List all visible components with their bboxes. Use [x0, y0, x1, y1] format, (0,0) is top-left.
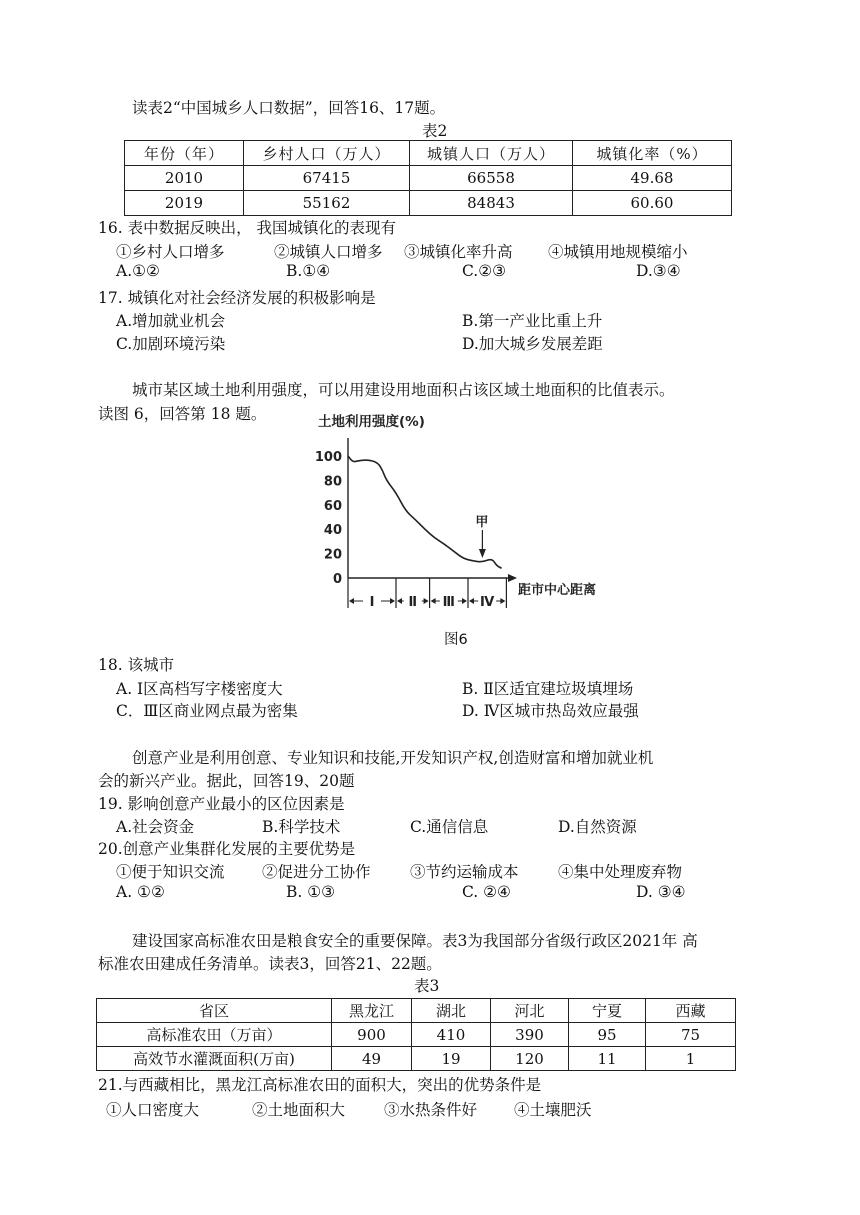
intro-text: 城市某区域土地利用强度，可以用建设用地面积占该区域土地面积的比值表示。 [132, 381, 675, 399]
y-tick-label: 60 [323, 498, 342, 514]
table-row [97, 1023, 736, 1047]
option-d: D.自然资源 [558, 818, 637, 836]
header-cell: 黑龙江 [332, 999, 412, 1023]
zone-arrowhead-icon [469, 598, 474, 604]
option-b: B. Ⅱ区适宜建垃圾填埋场 [462, 680, 634, 698]
table-row [125, 166, 732, 191]
y-tick-label: 40 [323, 523, 342, 539]
table-cell: 19 [412, 1047, 491, 1071]
option-d: D. ③④ [636, 883, 686, 901]
option-a: A. ①② [116, 883, 165, 901]
intro-text: 会的新兴产业。据此，回答19、20题 [98, 772, 355, 790]
x-axis-arrow-icon [508, 574, 517, 582]
header-cell: 城镇化率（%） [573, 141, 732, 166]
statement: ②城镇人口增多 [274, 243, 383, 261]
intro-text: 读表2“中国城乡人口数据”，回答16、17题。 [132, 99, 446, 117]
header-cell: 省区 [97, 999, 332, 1023]
zone-arrowhead-icon [431, 598, 436, 604]
option-c: C．Ⅲ区商业网点最为密集 [116, 702, 298, 720]
zone-arrowhead-icon [349, 598, 354, 604]
statement: ④土壤肥沃 [514, 1101, 592, 1119]
land-use-intensity-chart [310, 408, 620, 612]
table-header-row [97, 999, 736, 1023]
table-header-row [125, 141, 732, 166]
statement: ①乡村人口增多 [116, 243, 225, 261]
statement: ④集中处理废弃物 [558, 863, 683, 881]
statement: ①人口密度大 [106, 1101, 200, 1119]
table-cell: 49.68 [573, 166, 732, 191]
table-cell: 2010 [125, 166, 244, 191]
farmland-table [96, 998, 736, 1071]
statement: ③水热条件好 [384, 1101, 478, 1119]
zone-label: Ⅳ [480, 595, 495, 610]
table-cell: 1 [646, 1047, 736, 1071]
table-cell: 67415 [244, 166, 410, 191]
header-cell: 城镇人口（万人） [410, 141, 573, 166]
data-line [348, 456, 502, 568]
header-cell: 西藏 [646, 999, 736, 1023]
table-cell: 55162 [244, 191, 410, 216]
statement: ①便于知识交流 [116, 863, 225, 881]
option-a: A.社会资金 [116, 818, 195, 836]
header-cell: 宁夏 [569, 999, 646, 1023]
y-axis-label: 土地利用强度(%) [318, 414, 425, 430]
table-cell: 2019 [125, 191, 244, 216]
table-cell: 410 [412, 1023, 491, 1047]
y-tick-label: 20 [323, 547, 342, 563]
zone-label: Ⅱ [408, 595, 418, 610]
table-row [97, 1047, 736, 1071]
intro-text: 建设国家高标准农田是粮食安全的重要保障。表3为我国部分省级行政区2021年 高 [132, 932, 698, 950]
statement: ③城镇化率升高 [404, 243, 513, 261]
option-d: D. Ⅳ区城市热岛效应最强 [462, 702, 639, 720]
question-19-stem: 19. 影响创意产业最小的区位因素是 [98, 795, 345, 813]
header-cell: 湖北 [412, 999, 491, 1023]
table-cell: 66558 [410, 166, 573, 191]
zone-label: Ⅲ [442, 595, 455, 610]
population-table [124, 140, 732, 216]
statement: ②促进分工协作 [262, 863, 371, 881]
marker-arrow-icon [479, 549, 486, 558]
table-cell: 高效节水灌溉面积(万亩) [97, 1047, 332, 1071]
zone-arrowhead-icon [424, 598, 429, 604]
table-cell: 900 [332, 1023, 412, 1047]
table-cell: 75 [646, 1023, 736, 1047]
table-cell: 120 [491, 1047, 569, 1071]
y-tick-label: 0 [332, 572, 342, 587]
table-caption: 表2 [422, 122, 448, 140]
option-a: A.增加就业机会 [116, 312, 226, 330]
question-20-stem: 20.创意产业集群化发展的主要优势是 [98, 840, 356, 858]
option-c: C.②③ [462, 262, 507, 280]
zone-arrowhead-icon [390, 598, 395, 604]
zone-label: Ⅰ [369, 595, 375, 610]
y-tick-label: 80 [323, 474, 342, 490]
zone-arrowhead-icon [462, 598, 467, 604]
marker-label: 甲 [475, 515, 489, 530]
table-cell: 49 [332, 1047, 412, 1071]
option-a: A. Ⅰ区高档写字楼密度大 [116, 680, 283, 698]
header-cell: 乡村人口（万人） [244, 141, 410, 166]
question-16-stem: 16. 表中数据反映出， 我国城镇化的表现有 [98, 219, 397, 237]
intro-text: 创意产业是利用创意、专业知识和技能,开发知识产权,创造财富和增加就业机 [132, 749, 654, 767]
option-c: C.通信信息 [410, 818, 489, 836]
option-b: B.科学技术 [262, 818, 341, 836]
table-cell: 高标准农田（万亩） [97, 1023, 332, 1047]
option-d: D.③④ [636, 262, 681, 280]
table-cell: 390 [491, 1023, 569, 1047]
table-caption: 表3 [414, 977, 440, 995]
table-row [125, 191, 732, 216]
statement: ③节约运输成本 [410, 863, 519, 881]
option-d: D.加大城乡发展差距 [462, 335, 603, 353]
table-cell: 11 [569, 1047, 646, 1071]
y-tick-label: 100 [314, 450, 342, 465]
header-cell: 河北 [491, 999, 569, 1023]
header-cell: 年份（年） [125, 141, 244, 166]
statement: ④城镇用地规模缩小 [548, 243, 688, 261]
table-cell: 60.60 [573, 191, 732, 216]
question-17-stem: 17. 城镇化对社会经济发展的积极影响是 [98, 289, 376, 307]
zone-arrowhead-icon [500, 598, 505, 604]
option-c: C.加剧环境污染 [116, 335, 226, 353]
option-b: B.第一产业比重上升 [462, 312, 603, 330]
intro-text: 标准农田建成任务清单。读表3，回答21、22题。 [98, 955, 442, 973]
table-cell: 95 [569, 1023, 646, 1047]
intro-text: 读图 6，回答第 18 题。 [98, 405, 267, 423]
statement: ②土地面积大 [252, 1101, 346, 1119]
option-c: C. ②④ [462, 883, 511, 901]
option-b: B.①④ [286, 262, 331, 280]
question-18-stem: 18. 该城市 [98, 656, 175, 674]
table-cell: 84843 [410, 191, 573, 216]
option-a: A.①② [116, 262, 160, 280]
figure-caption: 图6 [444, 632, 468, 648]
question-21-stem: 21.与西藏相比，黑龙江高标准农田的面积大，突出的优势条件是 [98, 1076, 542, 1094]
option-b: B. ①③ [286, 883, 336, 901]
zone-arrowhead-icon [397, 598, 402, 604]
x-axis-label: 距市中心距离 [518, 583, 597, 598]
